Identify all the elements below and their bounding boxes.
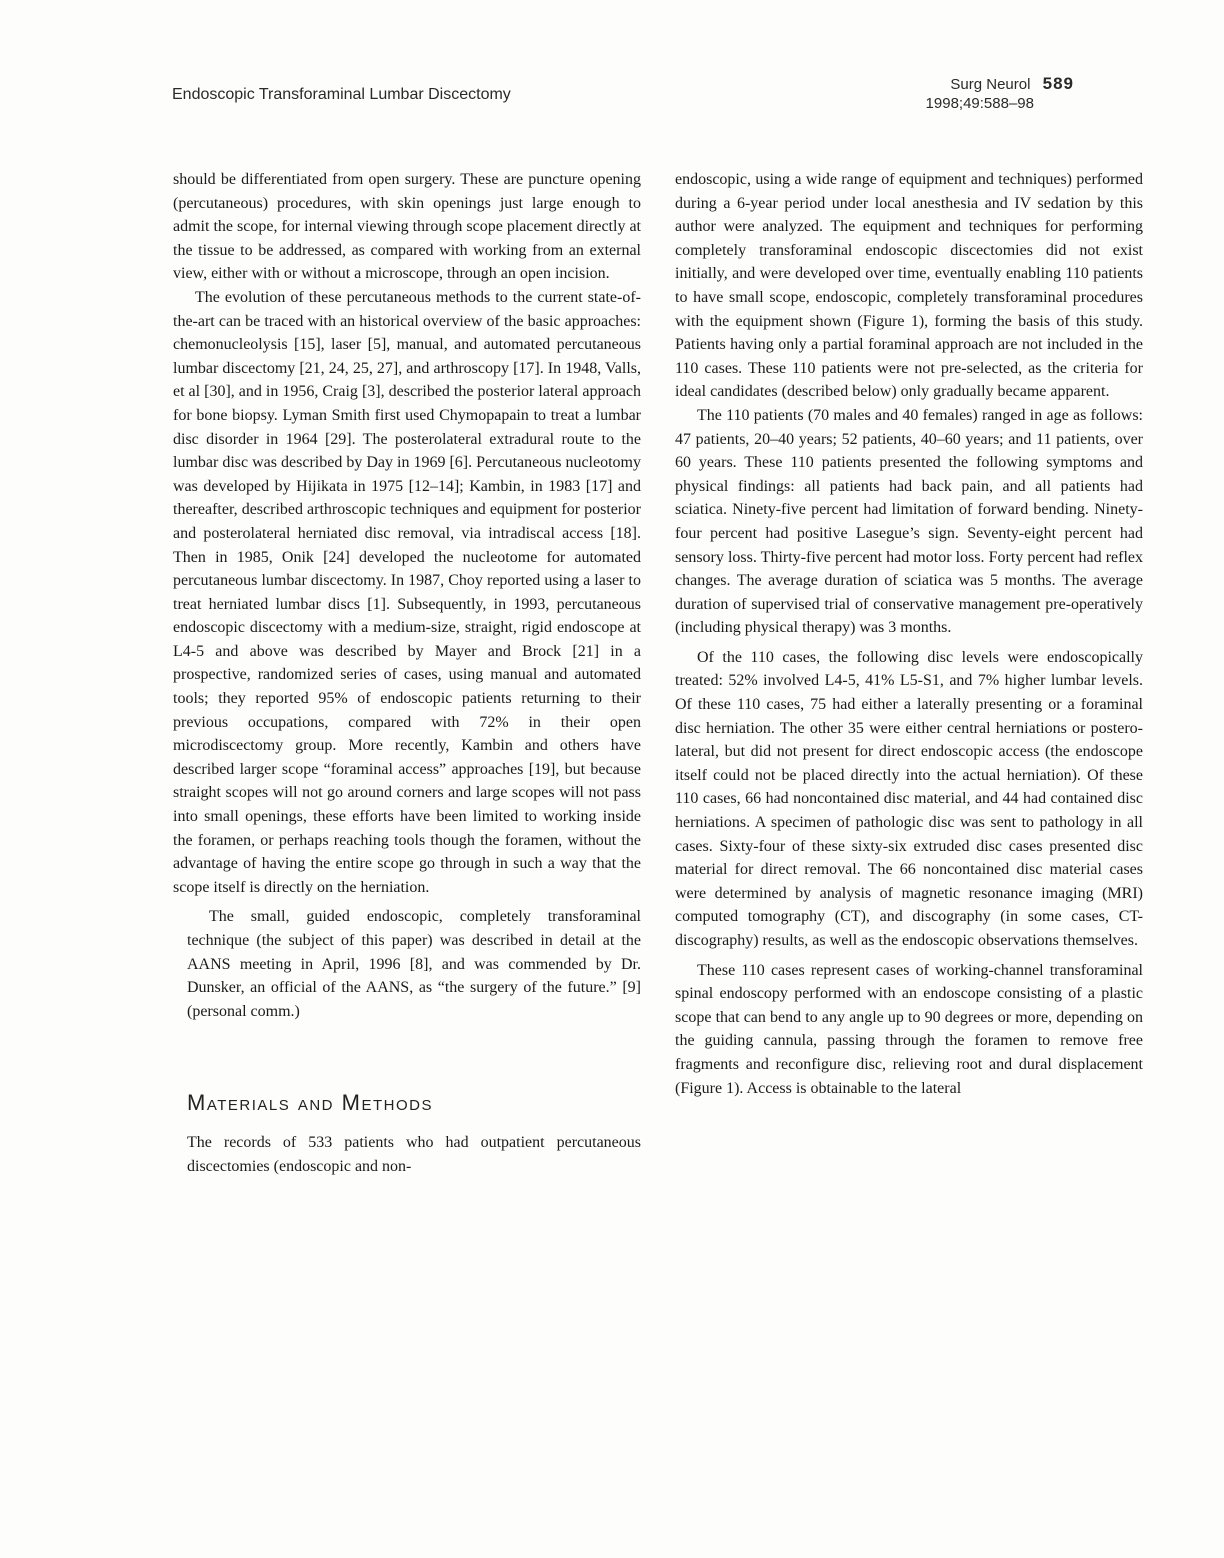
page-number: 589 [1042,74,1074,93]
paragraph: should be differentiated from open surgery. These are puncture opening (percutaneous) procedures, with skin openings just large enough to admit the scope, for internal viewing through scope placement directly at the tissue to be addressed, as compared with working from an external view, either with or without a microscope, through an open incision. [173,171,641,283]
section-heading: Materials and Methods [187,1090,433,1116]
paragraph: The small, guided endoscopic, completely transforaminal technique (the subject of this paper) was described in detail at the AANS meeting in April, 1996 [8], and was commended by Dr. Dunsker, an official of the AANS, as “the surgery of the future.” [9] (personal comm.) [187,908,641,1020]
journal-name: Surg Neurol [950,76,1031,93]
left-column [173,168,641,1178]
paragraph: The evolution of these percutaneous methods to the current state-of-the-art can be traced with an historical overview of the basic approaches: chemonucleolysis [15], laser [5], manual, and automated percutaneous lumbar discectomy [21, 24, 25, 27], and arthroscopy [17]. In 1948, Valls, et al [30], and in 1956, Craig [3], described the posterior lateral approach for bone biopsy. Lyman Smith first used Chymopapain to treat a lumbar disc disorder in 1964 [29]. The posterolateral extradural route to the lumbar disc was described by Day in 1969 [6]. Percutaneous nucleotomy was developed by Hijikata in 1975 [12–14]; Kambin, in 1983 [17] and thereafter, described arthroscopic techniques and equipment for posterior and posterolateral herniated disc removal, via intradiscal access [18]. Then in 1985, Onik [24] developed the nucleotome for automated percutaneous lumbar discectomy. In 1987, Choy reported using a laser to treat herniated lumbar discs [1]. Subsequently, in 1993, percutaneous endoscopic discectomy with a medium-size, straight, rigid endoscope at L4-5 and above was described by Mayer and Brock [21] in a prospective, randomized series of cases, using manual and automated tools; they reported 95% of endoscopic patients returning to their previous occupations, compared with 72% in their open microdiscectomy group. More recently, Kambin and others have described larger scope “foraminal access” approaches [19], but because straight scopes will not go around corners and large scopes will not pass into small openings, these efforts have been limited to working inside the foramen, or perhaps reaching tools though the foramen, without the advantage of having the entire scope go through in such a way that the scope itself is directly on the herniation. [173,288,641,896]
running-title: Endoscopic Transforaminal Lumbar Discectomy [172,86,511,103]
paragraph: endoscopic, using a wide range of equipment and techniques) performed during a 6-year period under local anesthesia and IV sedation by this author were analyzed. The equipment and techniques for performing completely transforaminal endoscopic discectomies did not exist initially, and were developed over time, eventually enabling 110 patients to have small scope, endoscopic, completely transforaminal procedures with the equipment shown (Figure 1), forming the basis of this study. Patients having only a partial foraminal approach are not included in the 110 cases. These 110 patients were not pre-selected, as the criteria for ideal candidates (described below) only gradually became apparent. [675,171,1143,401]
paragraph: The records of 533 patients who had outpatient percutaneous discectomies (endoscopic and non- [187,1133,641,1175]
journal-header [834,74,1074,112]
paragraph: Of the 110 cases, the following disc levels were endoscopically treated: 52% involved L4-5, 41% L5-S1, and 7% higher lumbar levels. Of these 110 cases, 75 had either a laterally presenting or a foraminal disc herniation. The other 35 were either central herniations or postero-lateral, but did not present for direct endoscopic access (the endoscope itself could not be placed directly into the actual herniation). Of these 110 cases, 66 had noncontained disc material, and 44 had contained disc herniations. A specimen of pathologic disc was sent to pathology in all cases. Sixty-four of these sixty-six extruded disc cases presented disc material for direct removal. The 66 noncontained disc material cases were determined by analysis of magnetic resonance imaging (MRI) computed tomography (CT), and discography (in some cases, CT-discography) results, as well as the endoscopic observations themselves. [675,648,1143,949]
right-column [675,168,1143,1100]
paragraph: The 110 patients (70 males and 40 females) ranged in age as follows: 47 patients, 20–40 years; 52 patients, 40–60 years; and 11 patients, over 60 years. These 110 patients presented the following symptoms and physical findings: all patients had back pain, and all patients had sciatica. Ninety-five percent had limitation of forward bending. Ninety-four percent had positive Lasegue’s sign. Seventy-eight percent had sensory loss. Thirty-five percent had motor loss. Forty percent had reflex changes. The average duration of sciatica was 5 months. The average duration of supervised trial of conservative management pre-operatively (including physical therapy) was 3 months. [675,406,1143,637]
citation: 1998;49:588–98 [925,95,1034,112]
paragraph: These 110 cases represent cases of working-channel transforaminal spinal endoscopy performed with an endoscope consisting of a plastic scope that can bend to any angle up to 90 degrees or more, depending on the guiding cannula, passing through the foramen to remove free fragments and reconfigure disc, relieving root and dural displacement (Figure 1). Access is obtainable to the lateral [675,961,1143,1097]
